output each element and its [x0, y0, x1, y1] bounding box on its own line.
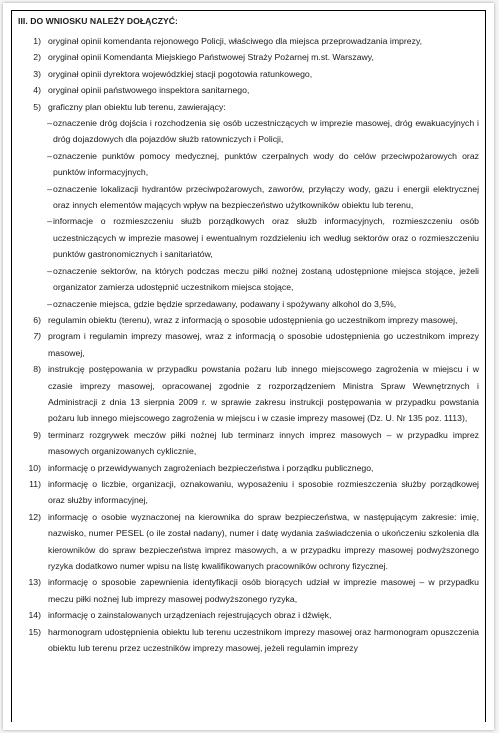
item-number: 9) — [33, 429, 41, 440]
list-item — [18, 476, 479, 509]
sub-item — [18, 148, 479, 181]
item-text: oryginał opinii dyrektora wojewódzkiej stacji pogotowia ratunkowego, — [48, 68, 313, 79]
item-text: informację o sposobie zapewnienia identyfikacji osób biorących udział w imprezie masowej – w przypadku meczu piłki nożnej lub imprezy masowej podwyższonego ryzyka, — [48, 577, 479, 604]
sub-text: oznaczenie punktów pomocy medycznej, punktów czerpalnych wody do celów przeciwpożarowych oraz punktów informacyjnych, — [53, 150, 479, 178]
list-item — [18, 99, 479, 115]
item-text: oryginał opinii Komendanta Miejskiego Państwowej Straży Pożarnej m.st. Warszawy, — [48, 52, 374, 63]
item-text: graficzny plan obiektu lub terenu, zawierający: — [48, 101, 226, 112]
sub-dash: – — [47, 183, 52, 194]
list-item — [18, 49, 479, 65]
item-number: 5) — [33, 101, 41, 112]
item-number: 2) — [33, 52, 41, 63]
sub-item — [18, 213, 479, 262]
item-number: 12) — [28, 511, 41, 522]
sub-text: oznaczenie sektorów, na których podczas meczu piłki nożnej zostaną udostępnione miejsca stojące, jeżeli organizator zamierza udostępnić uczestnikom miejsca stojące, — [53, 265, 479, 293]
sub-text: oznaczenie dróg dojścia i rozchodzenia się osób uczestniczących w imprezie masowej, dróg ewakuacyjnych i dróg dojazdowych dla pojazdów służb ratowniczych i Policji, — [53, 118, 479, 145]
document-sheet — [3, 3, 494, 730]
item-number: 6) — [33, 314, 41, 325]
list-item — [18, 33, 479, 49]
sub-dash: – — [47, 265, 52, 276]
list-item — [18, 509, 479, 575]
sub-item — [18, 263, 479, 296]
sub-dash: – — [47, 216, 52, 227]
sub-text: oznaczenie lokalizacji hydrantów przeciwpożarowych, zaworów, przyłączy wody, gazu i energii elektrycznej oraz innych elementów mających wpływ na bezpieczeństwo użytkowników obiektu lub terenu, — [53, 183, 479, 211]
list-item — [18, 460, 479, 476]
list-item — [18, 607, 479, 623]
list-item — [18, 574, 479, 607]
sub-text: informacje o rozmieszczeniu służb porządkowych oraz służb informacyjnych, rozmieszczeniu osób uczestniczących w imprezie masowej i ewentualnym rozdzieleniu ich według sektorów oraz o rozmieszczeniu punktów gastronomicznych i sanitariatów, — [53, 216, 479, 260]
item-text: terminarz rozgrywek meczów piłki nożnej lub terminarz innych imprez masowych – w przypadku imprez masowych organizowanych cyklicznie, — [48, 429, 479, 457]
list-item — [18, 427, 479, 460]
item-number: 4) — [33, 85, 41, 96]
items-list-2 — [18, 312, 479, 657]
item-number: 10) — [28, 462, 41, 473]
item-text: informację o osobie wyznaczonej na kierownika do spraw bezpieczeństwa, w następującym zakresie: imię, nazwisko, numer PESEL (o ile został nadany), numer i datę wydania zaświadczenia o ukończeniu szkolenia dla kierowników do spraw bezpieczeństwa imprez masowych, a w przypadku imprezy masowej podwyższonego ryzyka dodatkowo numer wpisu na listę kwalifikowanych pracowników ochrony fizycznej. — [48, 511, 479, 571]
item-text: informację o liczbie, organizacji, oznakowaniu, wyposażeniu i sposobie rozmieszczenia służby porządkowej oraz służby informacyjnej, — [48, 478, 479, 506]
sub-item — [18, 181, 479, 214]
sub-dash: – — [47, 150, 52, 161]
section-title: III. DO WNIOSKU NALEŻY DOŁĄCZYĆ: — [18, 16, 178, 26]
item-number: 1) — [33, 36, 41, 46]
sub-item — [18, 296, 479, 312]
item-number: 3) — [33, 68, 41, 79]
item-number: 13) — [28, 577, 41, 588]
item-number: 15) — [28, 626, 41, 637]
item-text: oryginał opinii komendanta rejonowego Policji, właściwego dla miejsca przeprowadzania imprezy, — [48, 36, 423, 46]
sub-text: oznaczenie miejsca, gdzie będzie sprzedawany, podawany i spożywany alkohol do 3,5%, — [53, 298, 397, 309]
item-text: oryginał opinii państwowego inspektora sanitarnego, — [48, 85, 250, 96]
list-item — [18, 328, 479, 361]
list-item — [18, 361, 479, 427]
subitems-list — [18, 115, 479, 312]
list-item — [18, 82, 479, 98]
sub-dash: – — [47, 298, 52, 309]
item-text: harmonogram udostępnienia obiektu lub terenu uczestnikom imprezy masowej oraz harmonogram opuszczenia obiektu lub terenu przez uczestników imprezy masowej, jeżeli regulamin imprezy — [48, 626, 479, 654]
items-list-1 — [18, 33, 479, 115]
item-text: instrukcję postępowania w przypadku powstania pożaru lub innego miejscowego zagrożenia w miejscu i w czasie imprezy masowej, opracowanej zgodnie z rozporządzeniem Ministra Spraw Wewnętrznych i Administracji z dnia 13 sierpnia 2009 r. w sprawie zakresu instrukcji postępowania w przypadku powstania pożaru lub innego miejscowego zagrożenia w miejscu i w czasie imprezy masowej (Dz. U. Nr 135 poz. 1113), — [48, 364, 479, 424]
item-number: 11) — [29, 478, 41, 489]
item-number: 8) — [33, 364, 41, 375]
item-text: regulamin obiektu (terenu), wraz z informacją o sposobie udostępnienia go uczestnikom imprezy masowej, — [48, 314, 458, 325]
item-number: 7) — [33, 331, 41, 342]
item-text: program i regulamin imprezy masowej, wraz z informacją o sposobie udostępnienia go uczestnikom imprezy masowej, — [48, 331, 479, 358]
section-frame — [11, 10, 486, 722]
sub-dash: – — [47, 118, 52, 129]
item-number: 14) — [28, 610, 41, 621]
item-text: informację o zainstalowanych urządzeniach rejestrujących obraz i dźwięk, — [48, 610, 332, 621]
item-text: informację o przewidywanych zagrożeniach bezpieczeństwa i porządku publicznego, — [48, 462, 374, 473]
sub-item — [18, 115, 479, 148]
list-item — [18, 624, 479, 657]
list-item — [18, 312, 479, 328]
list-item — [18, 66, 479, 82]
